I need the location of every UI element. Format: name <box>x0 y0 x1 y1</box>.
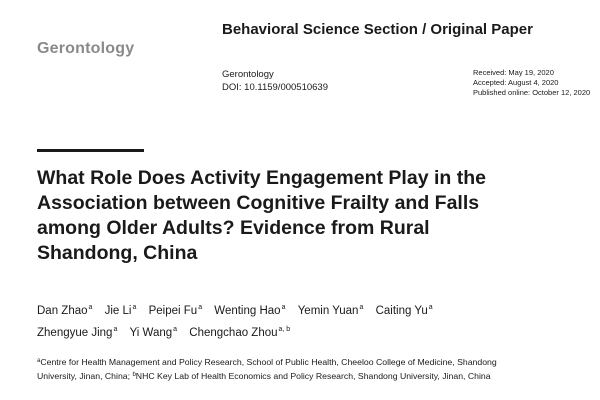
author-name: Yemin Yuan <box>297 305 359 317</box>
author-name: Zhengyue Jing <box>37 327 113 339</box>
publication-dates <box>473 68 590 98</box>
author-name: Dan Zhao <box>37 305 88 317</box>
author-affiliation-mark: a <box>173 326 178 333</box>
received-date: Received: May 19, 2020 <box>473 68 554 77</box>
doi-line[interactable]: DOI: 10.1159/000510639 <box>222 82 328 93</box>
author-name: Wenting Hao <box>214 305 281 317</box>
affiliation-mark: a <box>37 358 41 364</box>
author <box>214 300 285 322</box>
author <box>105 300 137 322</box>
affiliations <box>37 355 507 383</box>
journal-logo: Gerontology <box>37 40 135 57</box>
author-name: Chengchao Zhou <box>189 327 278 339</box>
author-name: Caiting Yu <box>375 305 428 317</box>
affiliation-text: NHC Key Lab of Health Economics and Policy Research, Shandong University, Jinan, China <box>135 371 491 381</box>
publication-info <box>222 68 328 94</box>
author <box>37 322 117 344</box>
author-affiliation-mark: a <box>113 326 118 333</box>
affiliation-mark: b <box>132 372 136 378</box>
author-name: Peipei Fu <box>148 305 198 317</box>
author <box>130 322 178 344</box>
affiliation-text: Centre for Health Management and Policy Research, School of Public Health, Cheeloo College of Medicine, Shandong University, Jinan, China; <box>37 357 497 381</box>
title-rule <box>37 149 144 152</box>
article-title: What Role Does Activity Engagement Play in the Association between Cognitive Frailty and Falls among Older Adults? Evidence from Rural Shandong, China <box>37 167 486 264</box>
author-name: Yi Wang <box>129 327 173 339</box>
author-affiliation-mark: a <box>281 304 286 311</box>
author <box>189 322 290 344</box>
author-affiliation-mark: a <box>88 304 93 311</box>
accepted-date: Accepted: August 4, 2020 <box>473 78 559 87</box>
author-name: Jie Li <box>104 305 132 317</box>
author-list <box>37 300 487 344</box>
author-affiliation-mark: a, b <box>278 326 291 333</box>
published-date: Published online: October 12, 2020 <box>473 88 591 97</box>
journal-name-line: Gerontology <box>222 69 274 80</box>
author-affiliation-mark: a <box>198 304 203 311</box>
author-affiliation-mark: a <box>428 304 433 311</box>
author <box>149 300 203 322</box>
author-affiliation-mark: a <box>359 304 364 311</box>
section-label: Behavioral Science Section / Original Paper <box>222 21 533 38</box>
author <box>298 300 364 322</box>
author <box>376 300 433 322</box>
author <box>37 300 92 322</box>
author-affiliation-mark: a <box>132 304 137 311</box>
